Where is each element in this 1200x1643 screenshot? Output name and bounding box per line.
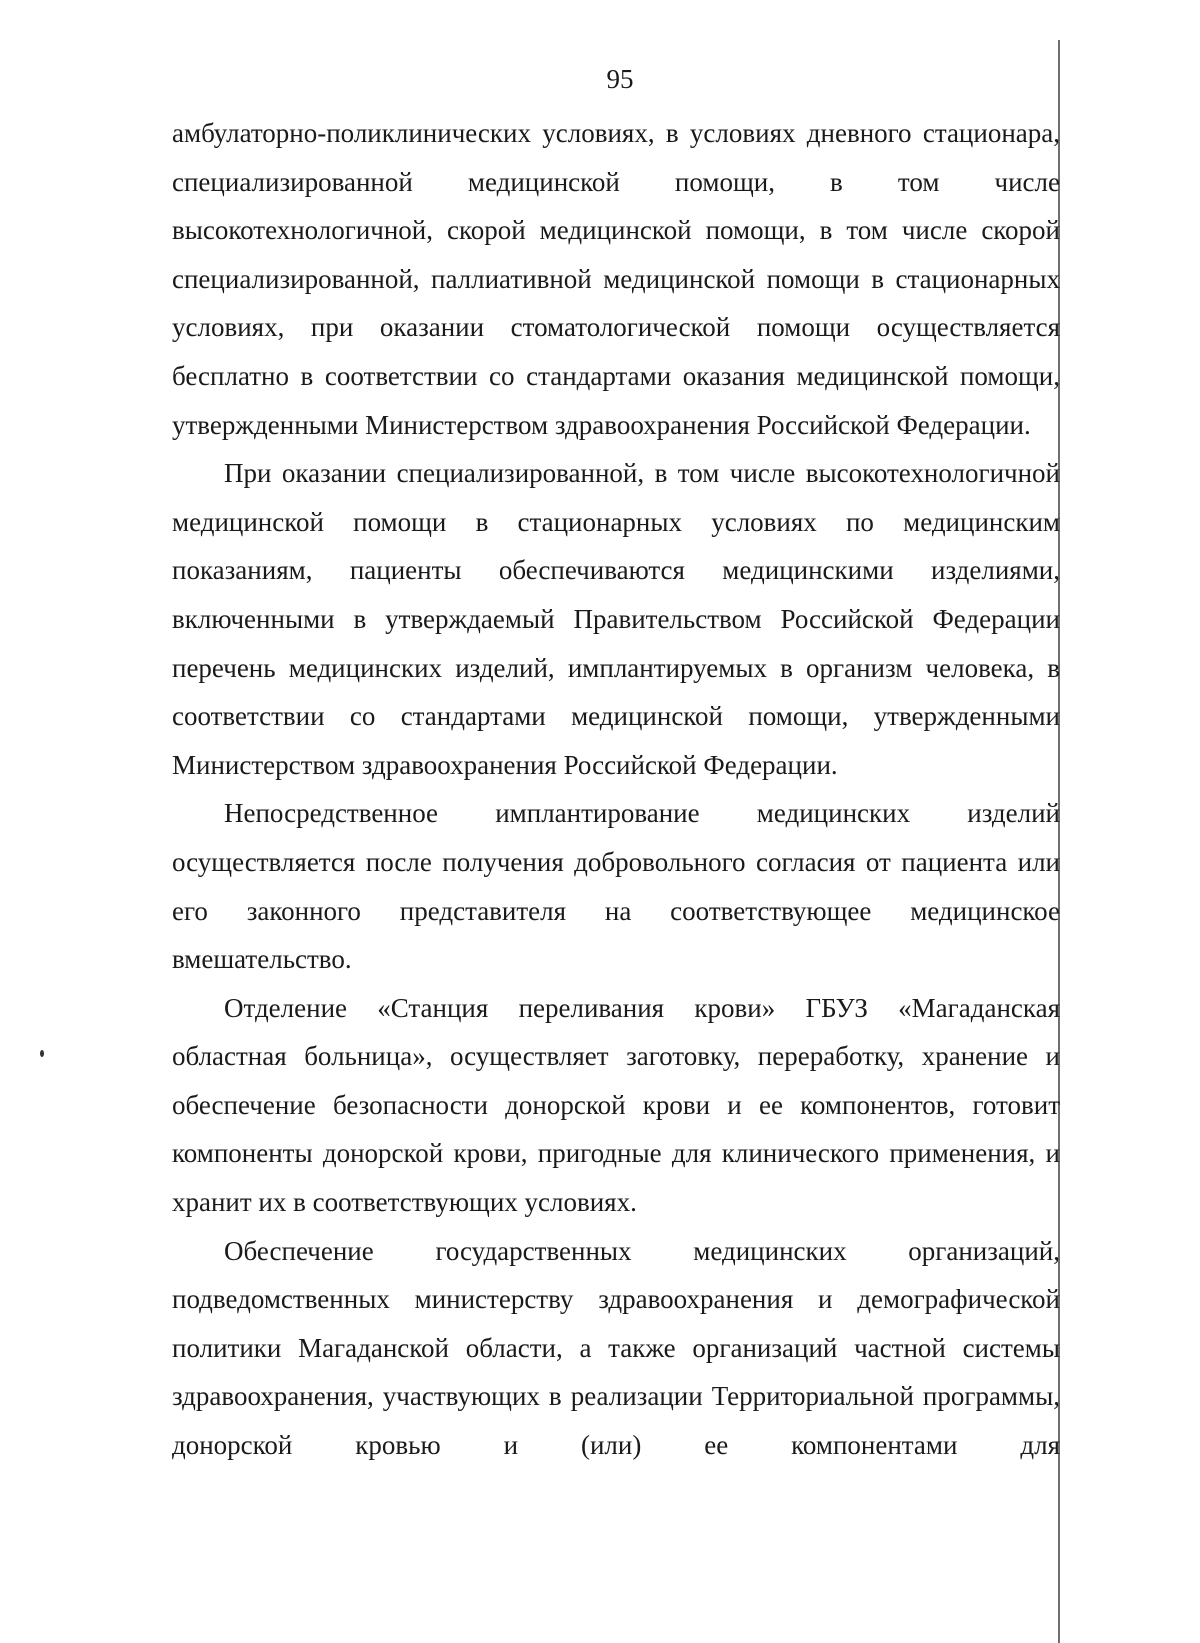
margin-speck xyxy=(40,1050,44,1057)
paragraph-2: При оказании специализированной, в том числе высокотехнологичной медицинской помощи в стационарных условиях по медицинским показаниям, пациенты обеспечиваются медицинскими изделиями, включенными в утверждаемый Правительством Российской Федерации перечень медицинских изделий, имплантируемых в организм человека, в соответствии со стандартами медицинской помощи, утвержденными Министерством здравоохранения Российской Федерации. xyxy=(172,458,1060,780)
page-number: 95 xyxy=(606,64,634,94)
paragraph-1: амбулаторно-поликлинических условиях, в условиях дневного стационара, специализированной медицинской помощи, в том числе высокотехнологичной, скорой медицинской помощи, в том числе скорой специализированной, паллиативной медицинской помощи в стационарных условиях, при оказании стоматологической помощи осуществляется бесплатно в соответствии со стандартами оказания медицинской помощи, утвержденными Министерством здравоохранения Российской Федерации. xyxy=(172,118,1060,440)
paragraph-4: Отделение «Станция переливания крови» ГБУЗ «Магаданская областная больница», осуществляет заготовку, переработку, хранение и обеспечение безопасности донорской крови и ее компонентов, готовит компоненты донорской крови, пригодные для клинического применения, и хранит их в соответствующих условиях. xyxy=(172,992,1060,1218)
document-body xyxy=(172,109,1060,1470)
paragraph-5: Обеспечение государственных медицинских организаций, подведомственных министерству здравоохранения и демографической политики Магаданской области, а также организаций частной системы здравоохранения, участвующих в реализации Территориальной программы, донорской кровью и (или) ее компонентами для xyxy=(172,1235,1060,1461)
paragraph-3: Непосредственное имплантирование медицинских изделий осуществляется после получения добровольного согласия от пациента или его законного представителя на соответствующее медицинское вмешательство. xyxy=(172,798,1060,975)
